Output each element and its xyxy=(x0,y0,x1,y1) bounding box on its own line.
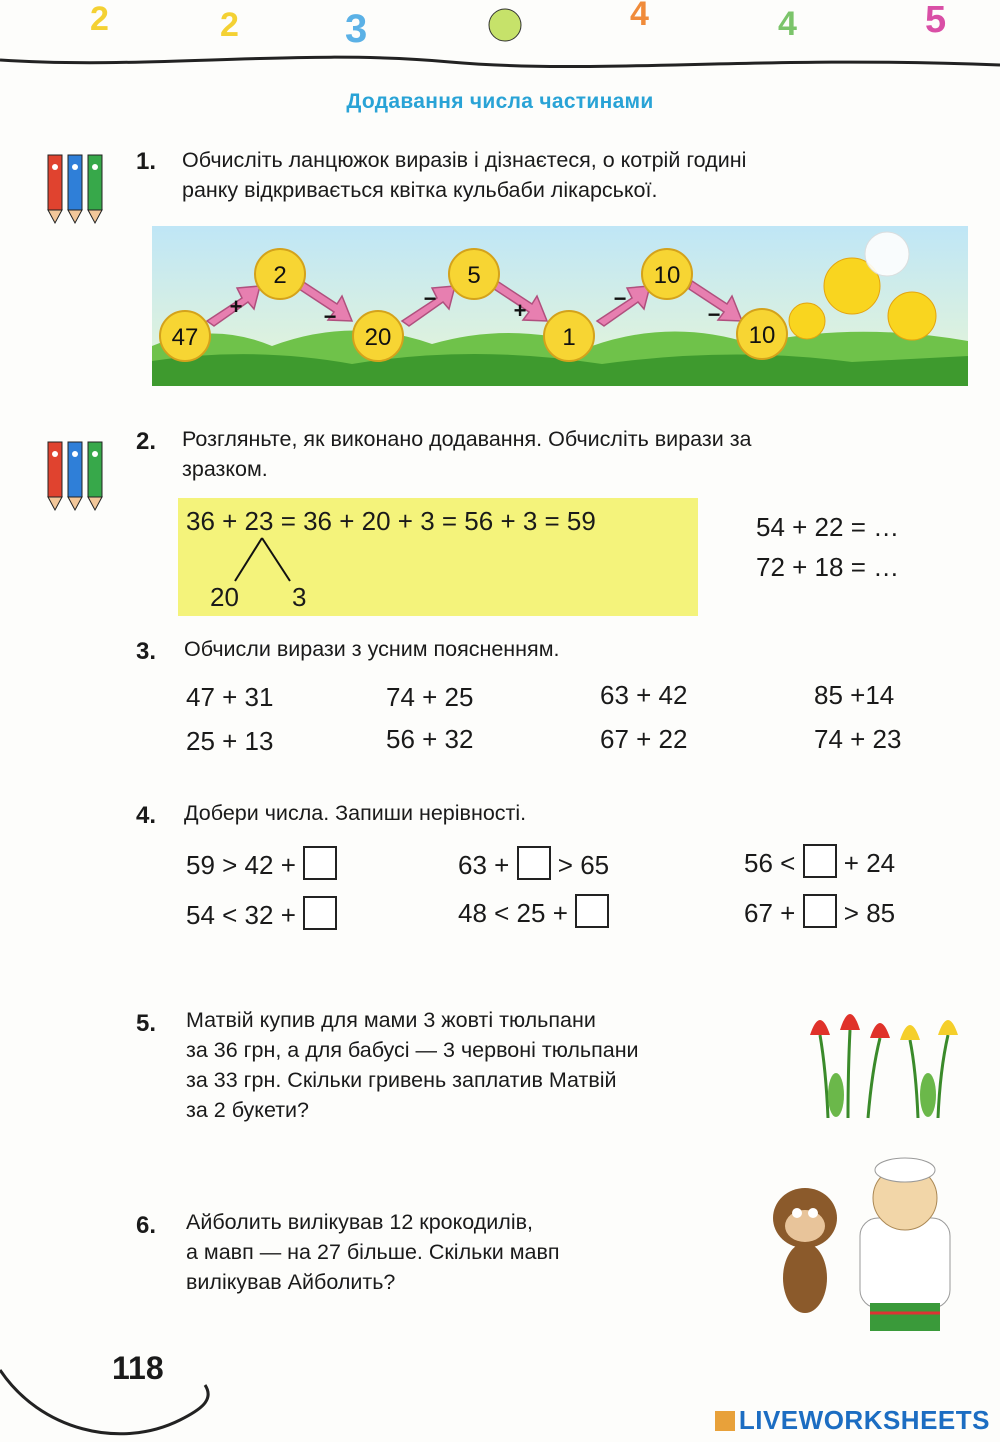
chain-value: 5 xyxy=(467,262,481,289)
chain-operator: + xyxy=(513,298,527,323)
inequality-part: 63 + xyxy=(458,850,510,880)
pencils-icon xyxy=(42,145,112,225)
answer-box[interactable] xyxy=(803,894,837,928)
page-title: Додавання числа частинами xyxy=(346,90,654,113)
chain-value: 1 xyxy=(562,324,576,351)
chain-operator: − xyxy=(423,286,437,311)
task-3-expression: 47 + 31 xyxy=(186,682,274,712)
task-5-number: 5. xyxy=(136,1010,157,1037)
inequality xyxy=(458,846,609,881)
liveworksheets-logo[interactable] xyxy=(715,1405,990,1436)
doctor-and-monkey-illustration xyxy=(760,1148,980,1338)
inequality xyxy=(744,894,895,929)
task-3-expression: 63 + 42 xyxy=(600,680,688,710)
chain-panel xyxy=(152,226,968,386)
chain-value: 10 xyxy=(653,262,681,289)
chain-value: 47 xyxy=(171,324,199,351)
answer-box[interactable] xyxy=(303,896,337,930)
task-3-number: 3. xyxy=(136,638,157,665)
task-5-line: за 36 грн, а для бабусі — 3 червоні тюльпани xyxy=(186,1038,639,1062)
inequality-part: + 24 xyxy=(843,848,896,878)
task-1-text-line2: ранку відкривається квітка кульбаби лікарської. xyxy=(182,178,658,202)
tulips-illustration xyxy=(798,990,978,1120)
inequality-part: 48 < 25 + xyxy=(458,898,568,928)
task-3-expression: 25 + 13 xyxy=(186,726,274,756)
inequality xyxy=(744,844,895,879)
task-6-line: Айболить вилікував 12 крокодилів, xyxy=(186,1210,534,1234)
svg-text:5: 5 xyxy=(925,0,947,41)
split-right-value: 3 xyxy=(292,582,307,612)
task-5-line: за 33 грн. Скільки гривень заплатив Матвій xyxy=(186,1068,617,1092)
chain-operator: − xyxy=(323,304,337,329)
task-6-text xyxy=(186,1207,726,1297)
inequality xyxy=(458,894,609,929)
inequality xyxy=(186,846,337,881)
top-decorative-border xyxy=(0,0,1000,100)
chain-operator: + xyxy=(229,294,243,319)
answer-box[interactable] xyxy=(575,894,609,928)
svg-text:2: 2 xyxy=(220,6,239,44)
task-1-text xyxy=(182,145,972,205)
inequality-part: 67 + xyxy=(744,898,796,928)
logo-text: LIVEWORKSHEETS xyxy=(738,1405,990,1435)
task-1-number: 1. xyxy=(136,148,157,175)
task-5-text xyxy=(186,1005,786,1125)
task-2-number: 2. xyxy=(136,428,157,455)
chain-operator: − xyxy=(707,302,721,327)
chain-operator: − xyxy=(613,286,627,311)
page-number: 118 xyxy=(112,1350,164,1386)
svg-text:4: 4 xyxy=(778,5,797,43)
inequality-part: 56 < xyxy=(744,848,796,878)
task-3-expression: 74 + 23 xyxy=(814,724,902,754)
inequality-part: > 85 xyxy=(843,898,896,928)
answer-box[interactable] xyxy=(803,844,837,878)
chain-value: 20 xyxy=(364,324,392,351)
task-2-exercise: 54 + 22 = … xyxy=(756,512,900,542)
task-1-text-line1: Обчисліть ланцюжок виразів і дізнаєтеся, о котрій годині xyxy=(182,148,747,172)
cartoon-numbers-decoration xyxy=(90,0,946,51)
task-2-text xyxy=(182,424,972,484)
example-expression: 36 + 23 = 36 + 20 + 3 = 56 + 3 = 59 xyxy=(186,506,596,536)
svg-text:3: 3 xyxy=(345,7,368,51)
answer-box[interactable] xyxy=(517,846,551,880)
logo-icon xyxy=(715,1411,735,1431)
task-6-number: 6. xyxy=(136,1212,157,1239)
task-4-text: Добери числа. Запиши нерівності. xyxy=(184,801,527,825)
task-6-line: а мавп — на 27 більше. Скільки мавп xyxy=(186,1240,560,1264)
chain-value: 10 xyxy=(748,322,776,349)
task-3-expression: 67 + 22 xyxy=(600,724,688,754)
inequality xyxy=(186,896,337,931)
inequality-part: 59 > 42 + xyxy=(186,850,296,880)
inequality-part: 54 < 32 + xyxy=(186,900,296,930)
doctor-figure xyxy=(860,1158,950,1331)
pencils-icon xyxy=(42,432,112,512)
task-4-number: 4. xyxy=(136,802,157,829)
task-5-line: Матвій купив для мами 3 жовті тюльпани xyxy=(186,1008,596,1032)
monkey-figure xyxy=(773,1188,837,1313)
task-3-expression: 85 +14 xyxy=(814,680,895,710)
split-lines xyxy=(220,536,300,586)
task-3-expression: 74 + 25 xyxy=(386,682,474,712)
chain-value: 2 xyxy=(273,262,287,289)
task-6-line: вилікував Айболить? xyxy=(186,1270,396,1294)
split-left-value: 20 xyxy=(210,582,239,612)
task-2-text-line2: зразком. xyxy=(182,457,268,481)
task-2-text-line1: Розгляньте, як виконано додавання. Обчисліть вирази за xyxy=(182,427,752,451)
task-5-line: за 2 букети? xyxy=(186,1098,310,1122)
svg-text:2: 2 xyxy=(90,0,109,38)
task-3-expression: 56 + 32 xyxy=(386,724,474,754)
svg-text:4: 4 xyxy=(630,0,649,33)
inequality-part: > 65 xyxy=(557,850,610,880)
answer-box[interactable] xyxy=(303,846,337,880)
task-3-text: Обчисли вирази з усним поясненням. xyxy=(184,637,560,661)
task-2-exercise: 72 + 18 = … xyxy=(756,552,900,582)
